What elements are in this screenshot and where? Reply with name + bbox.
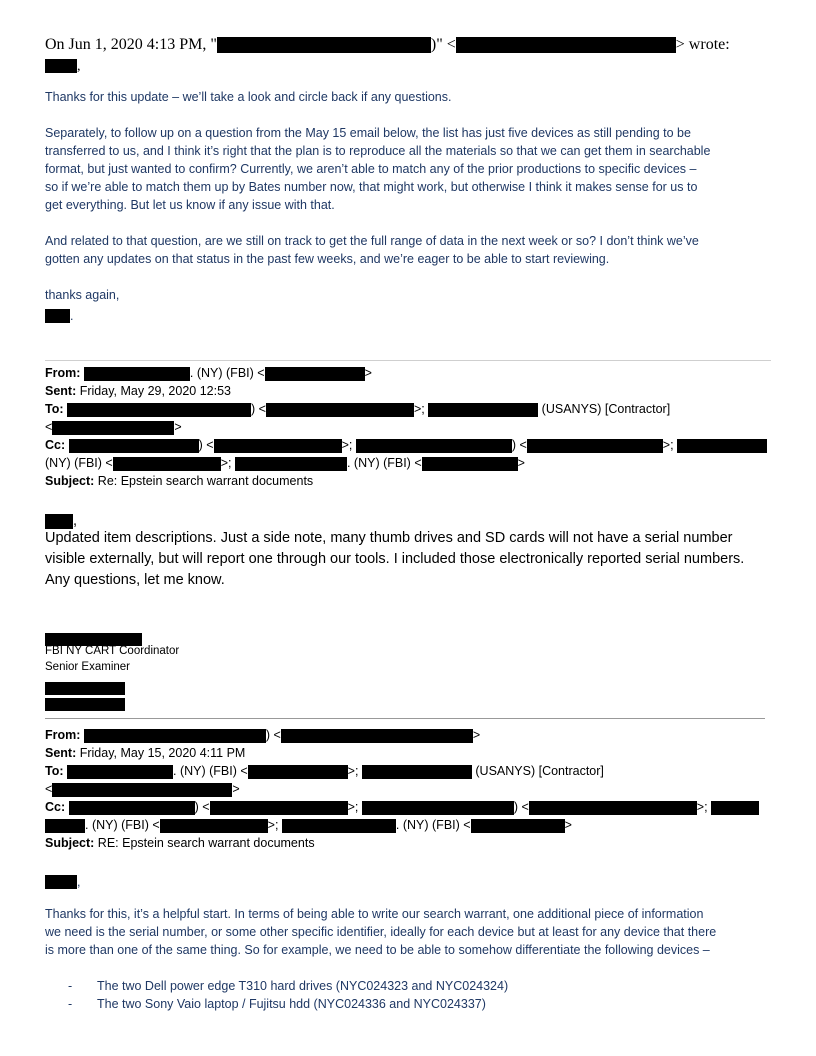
email2-body-line: Thanks for this, it’s a helpful start. In terms of being able to write our search warrant, one additional piece of information <box>45 907 704 921</box>
cc-label: Cc: <box>45 800 66 814</box>
redaction <box>69 801 195 815</box>
to-contractor: (USANYS) [Contractor] <box>541 402 671 416</box>
email1-salutation: , <box>45 512 77 530</box>
redaction <box>527 439 663 453</box>
redaction <box>69 439 199 453</box>
email2-cc-cont: . (NY) (FBI) < >; . (NY) (FBI) < > <box>45 818 572 833</box>
redaction <box>362 765 472 779</box>
from-label: From: <box>45 728 81 742</box>
redaction <box>711 801 759 815</box>
redaction <box>428 403 538 417</box>
from-text: . (NY) (FBI) < <box>189 366 265 380</box>
email2-body-line: is more than one of the same thing. So for example, we need to be able to somehow differentiate the following devices – <box>45 943 710 957</box>
redaction <box>471 819 565 833</box>
redaction <box>265 367 365 381</box>
redaction <box>45 819 85 833</box>
bullet-marker: - <box>68 979 73 993</box>
signature-title: FBI NY CART Coordinator <box>45 645 180 657</box>
redaction <box>529 801 697 815</box>
redaction <box>214 439 342 453</box>
to-text: . (NY) (FBI) < <box>173 764 248 778</box>
redaction <box>282 819 396 833</box>
quoted-header-line <box>45 36 730 54</box>
redaction <box>45 875 77 889</box>
email2-subject <box>45 836 315 850</box>
redaction <box>45 698 125 711</box>
redaction <box>84 729 266 743</box>
redaction <box>45 514 73 529</box>
subject-value: Re: Epstein search warrant documents <box>97 474 314 488</box>
redaction <box>356 439 512 453</box>
to-contractor: (USANYS) [Contractor] <box>475 764 604 778</box>
subject-value: RE: Epstein search warrant documents <box>97 836 315 850</box>
reply-paragraph-3-line: gotten any updates on that status in the past few weeks, and we’re eager to be able to start reviewing. <box>45 252 610 266</box>
wrote-mid: )" < <box>430 36 456 53</box>
cc-text: (NY) (FBI) < <box>45 456 113 470</box>
redaction <box>45 309 70 323</box>
redaction <box>45 633 142 646</box>
subject-label: Subject: <box>45 474 95 488</box>
sent-label: Sent: <box>45 384 77 398</box>
to-label: To: <box>45 764 64 778</box>
redaction <box>45 682 125 695</box>
email1-body-line: Updated item descriptions. Just a side note, many thumb drives and SD cards will not have a serial number <box>45 530 733 546</box>
cc-text: . (NY) (FBI) < <box>85 818 160 832</box>
email1-body-line: Any questions, let me know. <box>45 572 225 588</box>
email1-subject <box>45 474 313 488</box>
email2-salutation: , <box>45 873 80 891</box>
email2-to: To: . (NY) (FBI) < >; (USANYS) [Contractor] <box>45 764 604 778</box>
redaction <box>45 59 77 73</box>
redaction <box>84 367 190 381</box>
redaction <box>248 765 348 779</box>
reply-paragraph-2-line: so if we’re able to match them up by Bates number now, that might work, but otherwise I think it makes sense for us to <box>45 180 698 194</box>
bullet-item: The two Sony Vaio laptop / Fujitsu hdd (NYC024336 and NYC024337) <box>97 997 486 1011</box>
email2-to-cont: < > <box>45 782 240 796</box>
redaction <box>52 421 174 435</box>
redaction <box>113 457 221 471</box>
divider <box>45 718 765 719</box>
email2-sent <box>45 746 245 760</box>
redaction <box>677 439 767 453</box>
bullet-marker: - <box>68 997 73 1011</box>
email1-sent <box>45 384 231 398</box>
redaction <box>67 403 251 417</box>
email1-to-cont: < > <box>45 420 182 434</box>
from-label: From: <box>45 366 81 380</box>
email1-to: To: ) < >; (USANYS) [Contractor] <box>45 402 671 416</box>
sent-value: Friday, May 15, 2020 4:11 PM <box>79 746 246 760</box>
redaction <box>52 783 232 797</box>
bullet-item: The two Dell power edge T310 hard drives (NYC024323 and NYC024324) <box>97 979 509 993</box>
reply-paragraph-2-line: format, but just wanted to confirm? Currently, we aren’t able to match any of the prior productions to specific devices – <box>45 162 697 176</box>
reply-paragraph-2-line: transferred to us, and I think it’s right that the plan is to reproduce all the materials so that we can get them in searchable <box>45 144 711 158</box>
redaction <box>362 801 514 815</box>
cc-text: . (NY) (FBI) < <box>395 818 471 832</box>
email1-cc: Cc: ) < >; ) < >; <box>45 438 767 453</box>
email2-cc: Cc: ) < >; ) < >; <box>45 800 759 815</box>
subject-label: Subject: <box>45 836 95 850</box>
sent-label: Sent: <box>45 746 77 760</box>
signature-redaction: . <box>45 307 73 325</box>
email2-from: From: ) < > <box>45 728 481 742</box>
redaction <box>281 729 473 743</box>
divider <box>45 360 771 361</box>
reply-paragraph-2-line: get everything. But let us know if any issue with that. <box>45 198 335 212</box>
cc-text: . (NY) (FBI) < <box>346 456 422 470</box>
redaction <box>217 37 431 53</box>
email1-from: From: . (NY) (FBI) < > <box>45 366 372 380</box>
redaction <box>210 801 348 815</box>
signature-redaction <box>45 695 125 713</box>
reply-paragraph-1: Thanks for this update – we’ll take a look and circle back if any questions. <box>45 90 452 104</box>
redaction <box>456 37 676 53</box>
redaction <box>235 457 347 471</box>
sent-value: Friday, May 29, 2020 12:53 <box>79 384 231 398</box>
salutation-redaction: , <box>45 57 81 75</box>
wrote-prefix: On Jun 1, 2020 4:13 PM, " <box>45 36 217 53</box>
cc-label: Cc: <box>45 438 66 452</box>
reply-paragraph-3-line: And related to that question, are we still on track to get the full range of data in the next week or so? I don’t think we’ve <box>45 234 699 248</box>
signature-role: Senior Examiner <box>45 661 131 673</box>
redaction <box>266 403 414 417</box>
email2-body-line: we need is the serial number, or some other specific identifier, ideally for each device but at least for any device that there <box>45 925 717 939</box>
wrote-suffix: > wrote: <box>675 36 730 53</box>
redaction <box>422 457 518 471</box>
reply-closing: thanks again, <box>45 288 120 302</box>
to-label: To: <box>45 402 64 416</box>
reply-paragraph-2-line: Separately, to follow up on a question from the May 15 email below, the list has just five devices as still pending to be <box>45 126 691 140</box>
email1-cc-cont: (NY) (FBI) < >; . (NY) (FBI) < > <box>45 456 525 470</box>
email1-body-line: visible externally, but will report one through our tools. I included those electronically reported serial numbers. <box>45 551 745 567</box>
redaction <box>160 819 268 833</box>
redaction <box>67 765 173 779</box>
